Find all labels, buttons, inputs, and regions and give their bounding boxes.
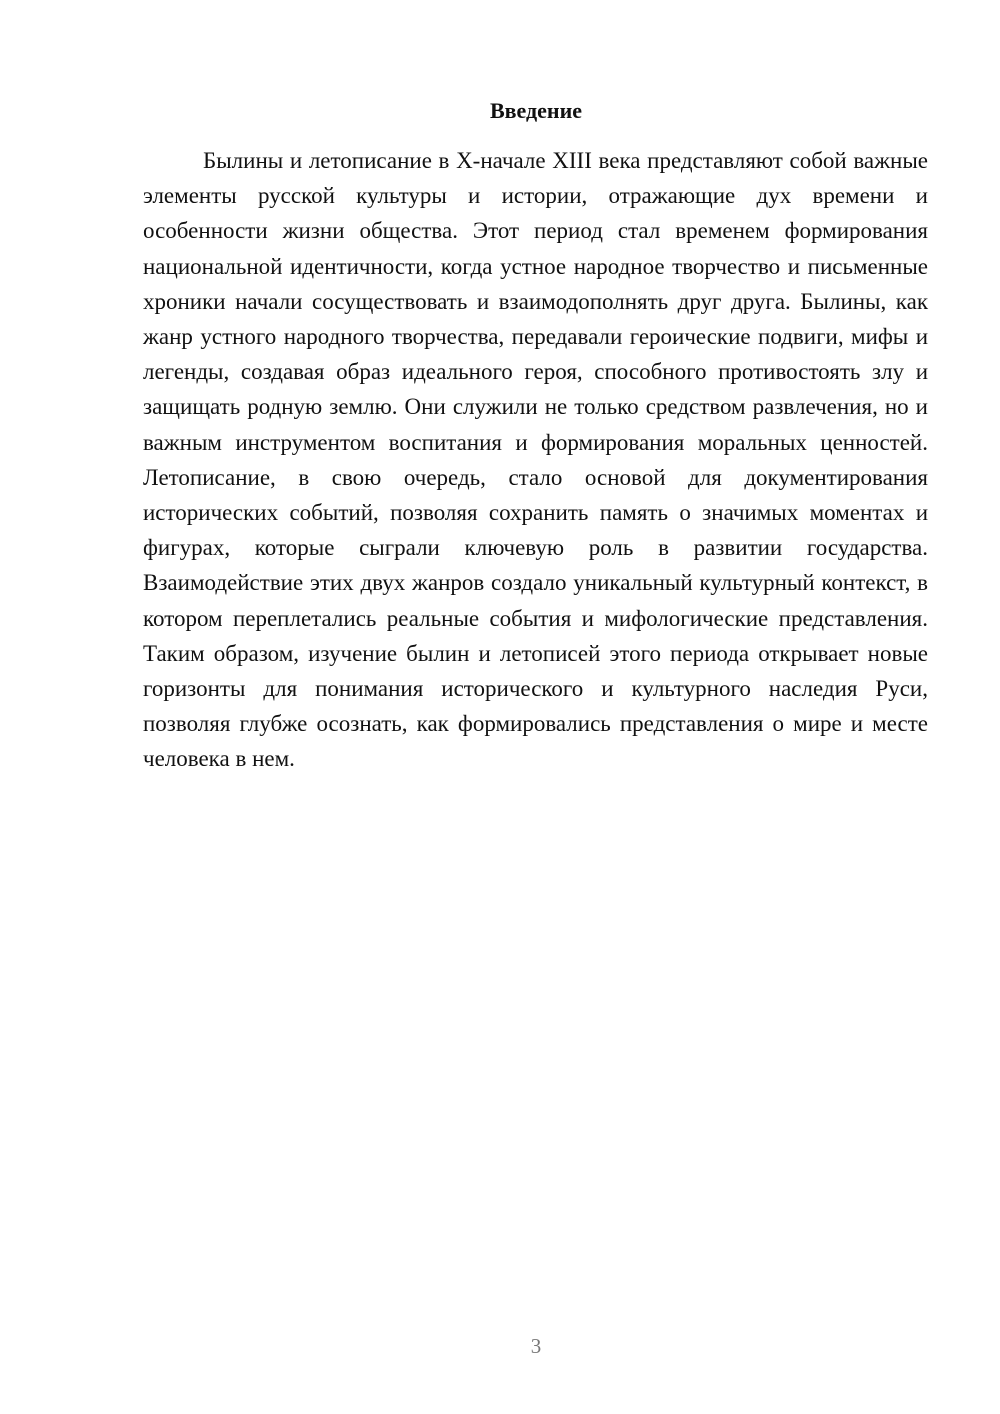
introduction-paragraph: Былины и летописание в X-начале XIII века представляют собой важные элементы русской культуры и истории, отражающие дух времени и особенности жизни общества. Этот период стал временем формирования национальной идентичности, когда устное народное творчество и письменные хроники начали сосуществовать и взаимодополнять друг друга. Былины, как жанр устного народного творчества, передавали героические подвиги, мифы и легенды, создавая образ идеального героя, способного противостоять злу и защищать родную землю. Они служили не только средством развлечения, но и важным инструментом воспитания и формирования моральных ценностей. Летописание, в свою очередь, стало основой для документирования исторических событий, позволяя сохранить память о значимых моментах и фигурах, которые сыграли ключевую роль в развитии государства. Взаимодействие этих двух жанров создало уникальный культурный контекст, в котором переплетались реальные события и мифологические представления. Таким образом, изучение былин и летописей этого периода открывает новые горизонты для понимания исторического и культурного наследия Руси, позволяя глубже осознать, как формировались представления о мире и месте человека в нем.: [143, 148, 928, 772]
page-title: Введение: [489, 98, 583, 123]
page-number: 3: [530, 1334, 542, 1358]
